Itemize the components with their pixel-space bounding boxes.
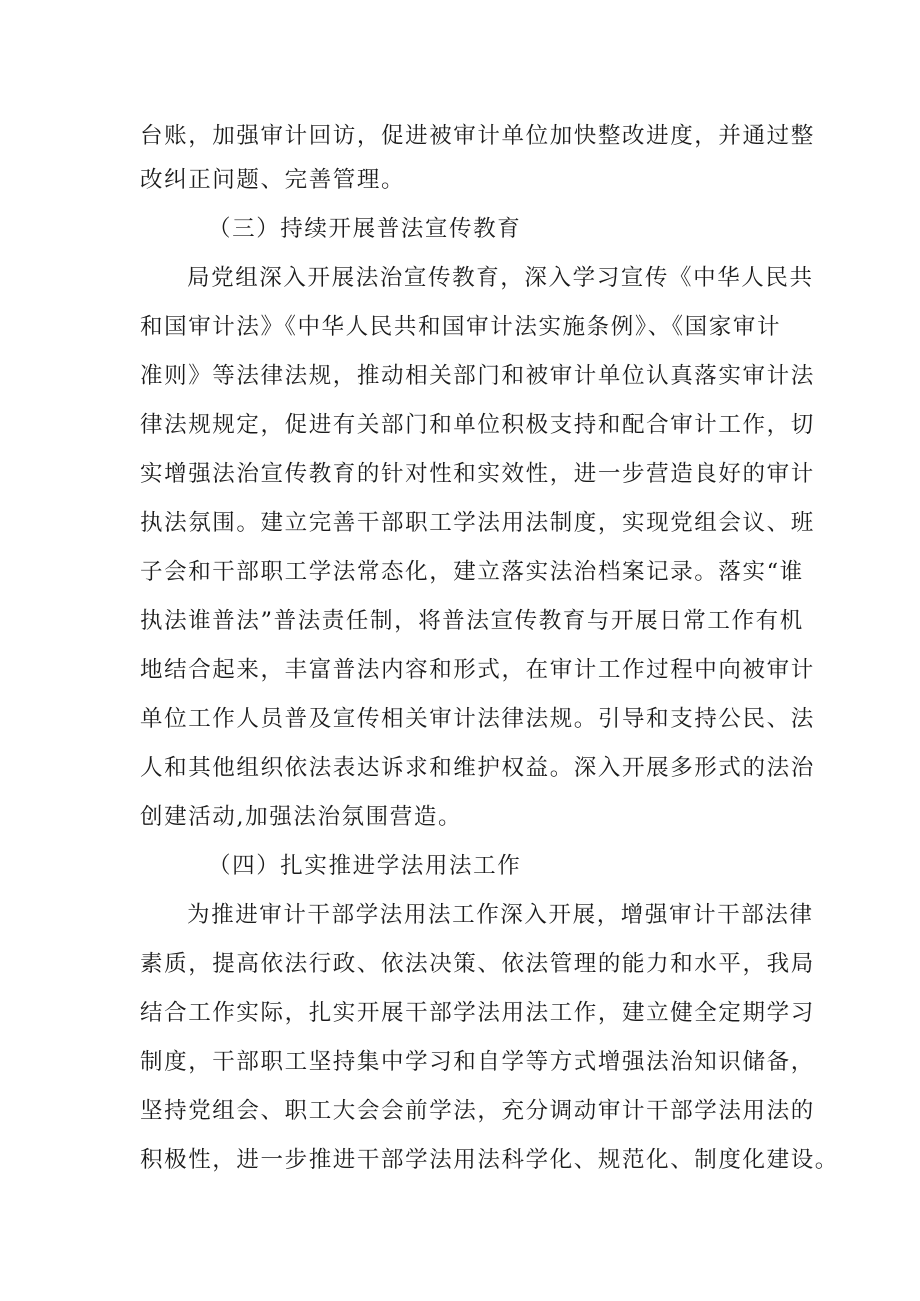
paragraph-line: 结合工作实际，扎实开展干部学法用法工作，建立健全定期学习: [140, 1000, 815, 1026]
paragraph-line: 律法规规定，促进有关部门和单位积极支持和配合审计工作，切: [140, 412, 815, 438]
paragraph-line: 积极性，进一步推进干部学法用法科学化、规范化、制度化建设。: [140, 1147, 839, 1173]
paragraph-line: 准则》等法律法规，推动相关部门和被审计单位认真落实审计法: [140, 363, 815, 389]
paragraph-line: 实增强法治宣传教育的针对性和实效性，进一步营造良好的审计: [140, 461, 815, 487]
paragraph-line: 为推进审计干部学法用法工作深入开展，增强审计干部法律: [187, 902, 814, 928]
section-heading-four: （四）扎实推进学法用法工作: [208, 853, 522, 879]
paragraph-line: 制度，干部职工坚持集中学习和自学等方式增强法治知识储备，: [140, 1049, 815, 1075]
paragraph-line: 改纠正问题、完善管理。: [140, 167, 406, 193]
paragraph-line: 坚持党组会、职工大会会前学法，充分调动审计干部学法用法的: [140, 1098, 815, 1124]
paragraph-line: 和国审计法》《中华人民共和国审计法实施条例》、《国家审计: [140, 314, 782, 340]
paragraph-line: 创建活动,加强法治氛围营造。: [140, 804, 463, 830]
paragraph-line: 素质，提高依法行政、依法决策、依法管理的能力和水平，我局: [140, 951, 815, 977]
section-heading-three: （三）持续开展普法宣传教育: [208, 216, 522, 242]
paragraph-line: 台账，加强审计回访，促进被审计单位加快整改进度，并通过整: [140, 123, 815, 149]
paragraph-line: 单位工作人员普及宣传相关审计法律法规。引导和支持公民、法: [140, 706, 815, 732]
paragraph-line: 人和其他组织依法表达诉求和维护权益。深入开展多形式的法治: [140, 755, 815, 781]
paragraph-line: 局党组深入开展法治宣传教育，深入学习宣传《中华人民共: [187, 265, 814, 291]
paragraph-line: 执法谁普法”普法责任制，将普法宣传教育与开展日常工作有机: [140, 608, 804, 634]
paragraph-line: 子会和干部职工学法常态化，建立落实法治档案记录。落实“谁: [140, 559, 804, 585]
paragraph-line: 执法氛围。建立完善干部职工学法用法制度，实现党组会议、班: [140, 510, 815, 536]
paragraph-line: 地结合起来，丰富普法内容和形式，在审计工作过程中向被审计: [140, 657, 815, 683]
